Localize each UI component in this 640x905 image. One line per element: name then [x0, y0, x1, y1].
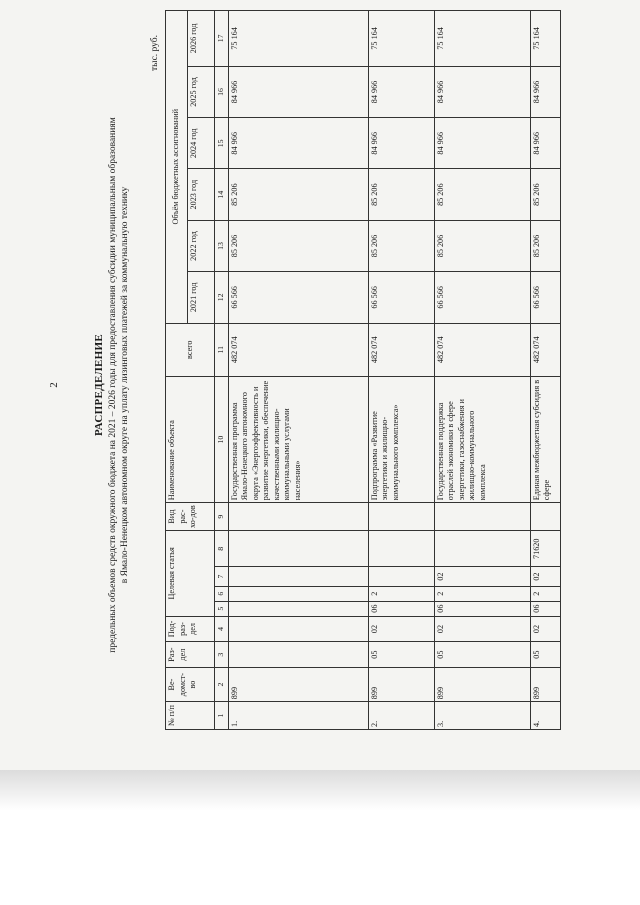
table-row [434, 11, 530, 730]
row-dept: 899 [368, 667, 434, 701]
allocation-table [165, 10, 561, 730]
units-label: тыс. руб. [150, 35, 160, 71]
row-2026: 75 164 [530, 11, 560, 67]
row-target-3: 02 [434, 567, 530, 586]
row-total: 482 074 [434, 323, 530, 376]
row-2025: 84 966 [530, 66, 560, 117]
row-name: Единая межбюджетная субсидия в сфере [530, 377, 560, 503]
col-number: 7 [215, 567, 229, 586]
col-number: 13 [215, 220, 229, 271]
row-target-4: 71620 [530, 531, 560, 567]
col-number: 5 [215, 601, 229, 616]
row-2026: 75 164 [228, 11, 368, 67]
row-target-4 [228, 531, 368, 567]
row-2023: 85 206 [434, 169, 530, 220]
row-2024: 84 966 [434, 118, 530, 169]
row-section [228, 642, 368, 668]
row-subsection: 02 [434, 616, 530, 642]
row-name: Государственная программа Ямало-Ненецкого автономного округа «Энергоэффективность и развитие энергетики, обеспечение качественными жилищно-коммунальными услугами населения» [228, 377, 368, 503]
col-number: 8 [215, 531, 229, 567]
scan-shadow [0, 770, 640, 905]
header-row-1 [166, 11, 188, 730]
row-target-1: 06 [530, 601, 560, 616]
col-number: 12 [215, 272, 229, 323]
row-2022: 85 206 [368, 220, 434, 271]
row-2024: 84 966 [228, 118, 368, 169]
row-exp-type [368, 503, 434, 531]
header-2023: 2023 год [188, 169, 215, 220]
header-num: № п/п [166, 702, 215, 730]
row-total: 482 074 [530, 323, 560, 376]
header-volume: Объём бюджетных ассигнований [166, 11, 188, 324]
row-target-3 [368, 567, 434, 586]
table-row [228, 11, 368, 730]
col-number: 1 [215, 702, 229, 730]
row-target-3 [228, 567, 368, 586]
row-target-1: 06 [368, 601, 434, 616]
header-total: всего [166, 323, 215, 376]
row-2023: 85 206 [530, 169, 560, 220]
row-dept: 899 [228, 667, 368, 701]
row-section: 05 [434, 642, 530, 668]
header-exp-type: Вид рас-хо-дов [166, 503, 215, 531]
row-section: 05 [530, 642, 560, 668]
row-2022: 85 206 [228, 220, 368, 271]
row-target-2 [228, 586, 368, 601]
row-2025: 84 966 [228, 66, 368, 117]
col-number: 2 [215, 667, 229, 701]
header-2021: 2021 год [188, 272, 215, 323]
document-subtitle-line-1: предельных объемов средств окружного бюджета на 2021 – 2026 годы для предоставления субсидии муниципальным образованиям [108, 117, 118, 653]
row-2024: 84 966 [368, 118, 434, 169]
row-dept: 899 [530, 667, 560, 701]
row-2022: 85 206 [434, 220, 530, 271]
row-subsection: 02 [368, 616, 434, 642]
row-name: Подпрограмма «Развитие энергетики и жилищно-коммунального комплекса» [368, 377, 434, 503]
row-target-2: 2 [434, 586, 530, 601]
row-2021: 66 566 [434, 272, 530, 323]
row-subsection: 02 [530, 616, 560, 642]
column-numbers-row [215, 11, 229, 730]
header-dept: Ве-домст-во [166, 667, 215, 701]
row-subsection [228, 616, 368, 642]
col-number: 14 [215, 169, 229, 220]
row-target-2: 2 [368, 586, 434, 601]
table-row [368, 11, 434, 730]
row-target-4 [434, 531, 530, 567]
row-2026: 75 164 [368, 11, 434, 67]
col-number: 3 [215, 642, 229, 668]
row-num: 1. [228, 702, 368, 730]
document-subtitle-line-2: в Ямало-Ненецком автономном округе на уплату лизинговых платежей за коммунальную технику [120, 186, 130, 584]
row-2023: 85 206 [228, 169, 368, 220]
row-exp-type [530, 503, 560, 531]
row-2024: 84 966 [530, 118, 560, 169]
col-number: 6 [215, 586, 229, 601]
col-number: 17 [215, 11, 229, 67]
row-num: 2. [368, 702, 434, 730]
header-2024: 2024 год [188, 118, 215, 169]
row-2025: 84 966 [368, 66, 434, 117]
page-number: 2 [48, 382, 60, 388]
row-total: 482 074 [228, 323, 368, 376]
row-2022: 85 206 [530, 220, 560, 271]
row-2026: 75 164 [434, 11, 530, 67]
header-2026: 2026 год [188, 11, 215, 67]
header-2025: 2025 год [188, 66, 215, 117]
row-total: 482 074 [368, 323, 434, 376]
row-target-1: 06 [434, 601, 530, 616]
col-number: 11 [215, 323, 229, 376]
row-2023: 85 206 [368, 169, 434, 220]
row-target-3: 02 [530, 567, 560, 586]
header-subsection: Под-раз-дел [166, 616, 215, 642]
row-target-2: 2 [530, 586, 560, 601]
col-number: 10 [215, 377, 229, 503]
row-2021: 66 566 [228, 272, 368, 323]
row-section: 05 [368, 642, 434, 668]
col-number: 15 [215, 118, 229, 169]
row-target-1 [228, 601, 368, 616]
row-2025: 84 966 [434, 66, 530, 117]
row-2021: 66 566 [368, 272, 434, 323]
row-num: 3. [434, 702, 530, 730]
row-dept: 899 [434, 667, 530, 701]
col-number: 9 [215, 503, 229, 531]
row-exp-type [228, 503, 368, 531]
col-number: 4 [215, 616, 229, 642]
col-number: 16 [215, 66, 229, 117]
table-row [530, 11, 560, 730]
row-target-4 [368, 531, 434, 567]
row-exp-type [434, 503, 530, 531]
row-name: Государственная поддержка отраслей экономики в сфере энергетики, газоснабжения и жилищно-коммунального комплекса [434, 377, 530, 503]
header-2022: 2022 год [188, 220, 215, 271]
row-num: 4. [530, 702, 560, 730]
row-2021: 66 566 [530, 272, 560, 323]
header-name: Наименование объекта [166, 377, 215, 503]
header-target: Целевая статья [166, 531, 215, 617]
header-section: Раз-дел [166, 642, 215, 668]
document-title: РАСПРЕДЕЛЕНИЕ [93, 334, 105, 436]
